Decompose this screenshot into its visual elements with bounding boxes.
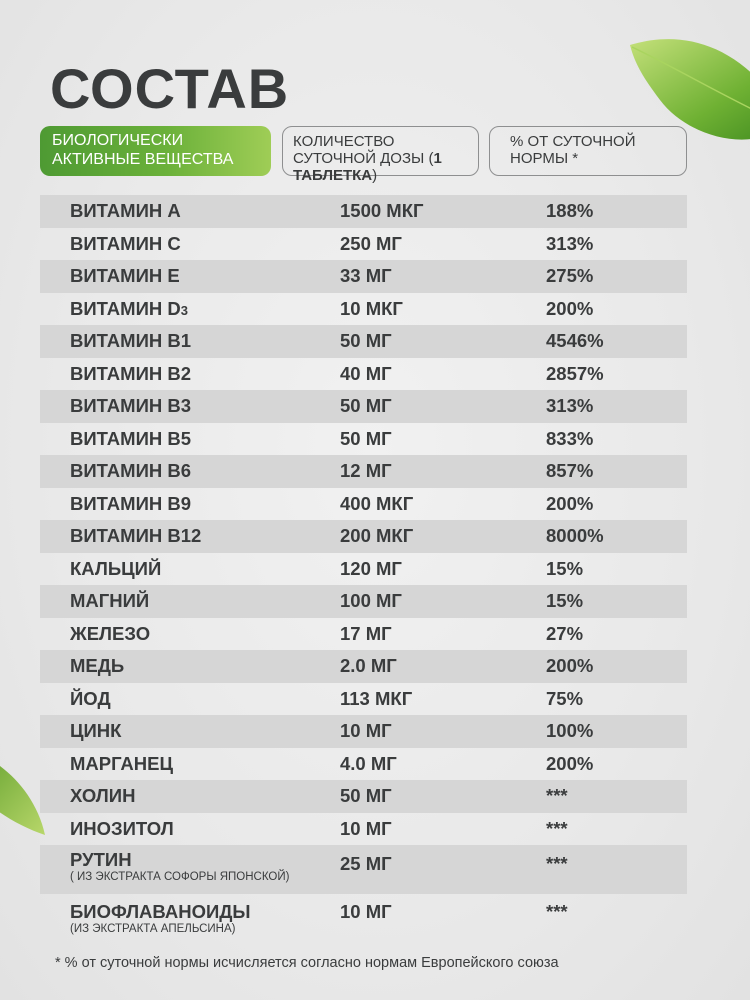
substance-name-text: ВИТАМИН В2 (70, 362, 192, 384)
substance-name (70, 785, 135, 807)
header-quantity-bold: 1 ТАБЛЕТКА (293, 150, 442, 184)
substance-name (70, 298, 188, 320)
table-row (40, 650, 687, 683)
substance-name (70, 493, 191, 515)
daily-dose-value: 25 МГ (340, 853, 392, 874)
substance-name-text: ВИТАМИН С (70, 232, 181, 254)
substance-name (70, 623, 150, 645)
substance-name (70, 265, 180, 287)
table-row (40, 780, 687, 813)
daily-norm-percent: *** (546, 817, 568, 839)
table-row (40, 683, 687, 716)
table-row (40, 553, 687, 586)
header-percent: % ОТ СУТОЧНОЙ НОРМЫ * (489, 126, 687, 176)
daily-dose-value: 10 МКГ (340, 297, 403, 319)
substance-name-text: ЖЕЛЕЗО (70, 622, 151, 644)
daily-dose-value: 400 МКГ (340, 492, 414, 514)
daily-dose-value: 250 МГ (340, 232, 402, 254)
substance-name (70, 818, 174, 840)
table-row (40, 488, 687, 521)
daily-norm-percent: 8000% (546, 525, 604, 547)
substance-name (70, 753, 173, 775)
substance-name (70, 688, 111, 710)
daily-norm-percent: 2857% (546, 362, 604, 384)
daily-norm-percent: *** (546, 853, 568, 874)
substance-name-text: ЙОД (70, 687, 111, 709)
daily-dose-value: 50 МГ (340, 785, 392, 807)
substance-name (70, 460, 191, 482)
substance-subscript: 3 (180, 302, 188, 318)
substance-name (70, 330, 191, 352)
daily-dose-value: 50 МГ (340, 427, 392, 449)
daily-norm-percent: *** (546, 785, 568, 807)
substance-name (70, 655, 124, 677)
daily-dose-value: 120 МГ (340, 557, 402, 579)
table-row (40, 715, 687, 748)
table-row (40, 618, 687, 651)
daily-dose-value: 17 МГ (340, 622, 392, 644)
substance-name (70, 558, 161, 580)
daily-dose-value: 1500 МКГ (340, 200, 424, 222)
daily-norm-percent: 4546% (546, 330, 604, 352)
daily-norm-percent: 200% (546, 655, 594, 677)
daily-dose-value: 2.0 МГ (340, 655, 397, 677)
substance-name (70, 395, 191, 417)
substance-name (70, 720, 121, 742)
substance-name-text: ВИТАМИН В9 (70, 492, 192, 514)
daily-dose-value: 100 МГ (340, 590, 402, 612)
table-row (40, 748, 687, 781)
substance-name (70, 525, 201, 547)
header-substances: БИОЛОГИЧЕСКИ АКТИВНЫЕ ВЕЩЕСТВА (40, 126, 271, 176)
daily-norm-percent: 200% (546, 297, 594, 319)
substance-name (70, 590, 149, 612)
daily-dose-value: 33 МГ (340, 265, 392, 287)
daily-dose-value: 40 МГ (340, 362, 392, 384)
table-row (40, 195, 687, 228)
daily-norm-percent: 27% (546, 622, 584, 644)
substance-name (70, 428, 191, 450)
daily-dose-value: 12 МГ (340, 460, 392, 482)
substance-name-text: ВИТАМИН А (70, 200, 181, 222)
substance-name-text: БИОФЛАВАНОИДЫ (70, 901, 251, 922)
substance-name-text: МЕДЬ (70, 655, 125, 677)
table-row (40, 293, 687, 326)
substance-name-text: РУТИН (70, 849, 132, 870)
daily-norm-percent: 15% (546, 590, 584, 612)
substance-name-text: ВИТАМИН В6 (70, 460, 192, 482)
daily-dose-value: 50 МГ (340, 395, 392, 417)
table-row (40, 813, 687, 846)
header-quantity-prefix: КОЛИЧЕСТВО СУТОЧНОЙ ДОЗЫ ( (293, 133, 434, 167)
daily-norm-percent: *** (546, 901, 568, 922)
daily-norm-percent: 15% (546, 557, 584, 579)
table-row (40, 585, 687, 618)
daily-norm-percent: 200% (546, 752, 594, 774)
daily-dose-value: 10 МГ (340, 817, 392, 839)
substance-name-text: ВИТАМИН В12 (70, 525, 202, 547)
substance-source-note: (ИЗ ЭКСТРАКТА АПЕЛЬСИНА) (70, 923, 236, 935)
daily-dose-value: 10 МГ (340, 901, 392, 922)
daily-dose-value: 50 МГ (340, 330, 392, 352)
daily-dose-value: 200 МКГ (340, 525, 414, 547)
substance-name (70, 363, 191, 385)
substance-name-text: ЦИНК (70, 720, 122, 742)
daily-norm-percent: 100% (546, 720, 594, 742)
substance-name (70, 200, 181, 222)
table-row (40, 228, 687, 261)
daily-norm-percent: 188% (546, 200, 594, 222)
table-row (40, 520, 687, 553)
table-row (40, 325, 687, 358)
substance-name (70, 849, 132, 871)
substance-name-text: ВИТАМИН В1 (70, 330, 192, 352)
table-row (40, 358, 687, 391)
substance-name-text: ВИТАМИН D (70, 297, 181, 319)
daily-dose-value: 4.0 МГ (340, 752, 397, 774)
substance-name-text: ВИТАМИН Е (70, 265, 180, 287)
table-row (40, 390, 687, 423)
daily-norm-percent: 200% (546, 492, 594, 514)
substance-name-text: КАЛЬЦИЙ (70, 557, 162, 579)
substance-name-text: ВИТАМИН В5 (70, 427, 192, 449)
table-row (40, 423, 687, 456)
daily-dose-value: 113 МКГ (340, 687, 413, 709)
substance-name-text: ХОЛИН (70, 785, 136, 807)
footnote: * % от суточной нормы исчисляется согласно нормам Европейского союза (55, 955, 559, 971)
daily-norm-percent: 75% (546, 687, 584, 709)
daily-dose-value: 10 МГ (340, 720, 392, 742)
daily-norm-percent: 857% (546, 460, 594, 482)
daily-norm-percent: 313% (546, 232, 594, 254)
header-quantity (282, 126, 479, 184)
composition-table (40, 195, 687, 940)
daily-norm-percent: 833% (546, 427, 594, 449)
substance-name-text: МАРГАНЕЦ (70, 752, 174, 774)
substance-source-note: ( ИЗ ЭКСТРАКТА СОФОРЫ ЯПОНСКОЙ) (70, 871, 290, 883)
substance-name (70, 901, 251, 923)
table-row (40, 455, 687, 488)
substance-name-text: МАГНИЙ (70, 590, 150, 612)
table-row (40, 894, 687, 940)
substance-name-text: ИНОЗИТОЛ (70, 817, 174, 839)
substance-name-text: ВИТАМИН В3 (70, 395, 192, 417)
daily-norm-percent: 313% (546, 395, 594, 417)
table-row (40, 845, 687, 894)
table-row (40, 260, 687, 293)
substance-name (70, 233, 181, 255)
daily-norm-percent: 275% (546, 265, 594, 287)
page-title: СОСТАВ (50, 57, 290, 120)
header-quantity-suffix: ) (372, 167, 378, 184)
